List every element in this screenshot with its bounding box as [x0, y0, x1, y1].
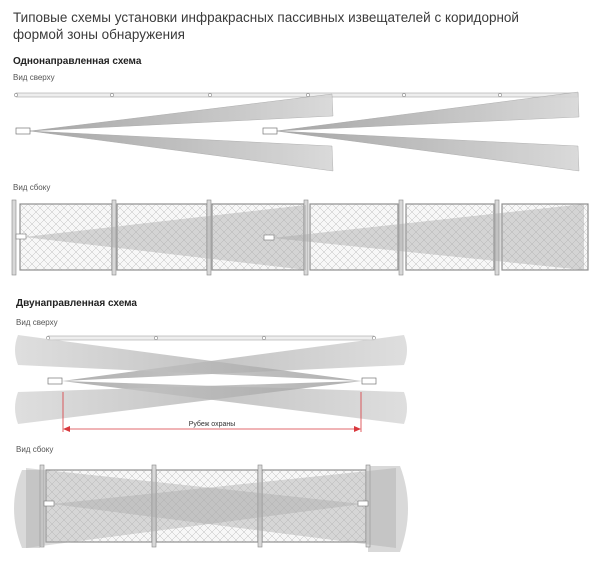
left-sensor-side — [44, 501, 54, 506]
sensor-1-side — [16, 234, 26, 239]
right-sensor — [362, 378, 376, 384]
left-sensor — [48, 378, 62, 384]
page-title: Типовые схемы установки инфракрасных пассивных извещателей с коридорной формой зоны обнаружения — [13, 10, 519, 42]
sensor-1 — [16, 128, 30, 134]
sensor-2 — [263, 128, 277, 134]
sensor-1-lower-beam — [30, 131, 333, 171]
sensor-1-upper-beam — [30, 94, 333, 131]
boundary-label: Рубеж охраны — [188, 421, 236, 428]
right-sensor-side — [358, 501, 368, 506]
one-way-side-view-label: Вид сбоку — [13, 183, 51, 192]
sensor-2-side — [264, 235, 274, 240]
two-way-side-view — [14, 465, 408, 552]
two-way-heading: Двунаправленная схема — [16, 298, 137, 309]
fence-top-line-2 — [46, 336, 375, 340]
two-way-top-view-label: Вид сверху — [16, 318, 58, 327]
two-way-side-view-label: Вид сбоку — [16, 445, 54, 454]
one-way-heading: Однонаправленная схема — [13, 56, 142, 67]
one-way-side-view — [12, 200, 588, 275]
one-way-top-view — [14, 92, 579, 171]
two-way-top-view — [15, 335, 407, 432]
fence-top-line — [14, 93, 578, 97]
one-way-top-view-label: Вид сверху — [13, 73, 55, 82]
